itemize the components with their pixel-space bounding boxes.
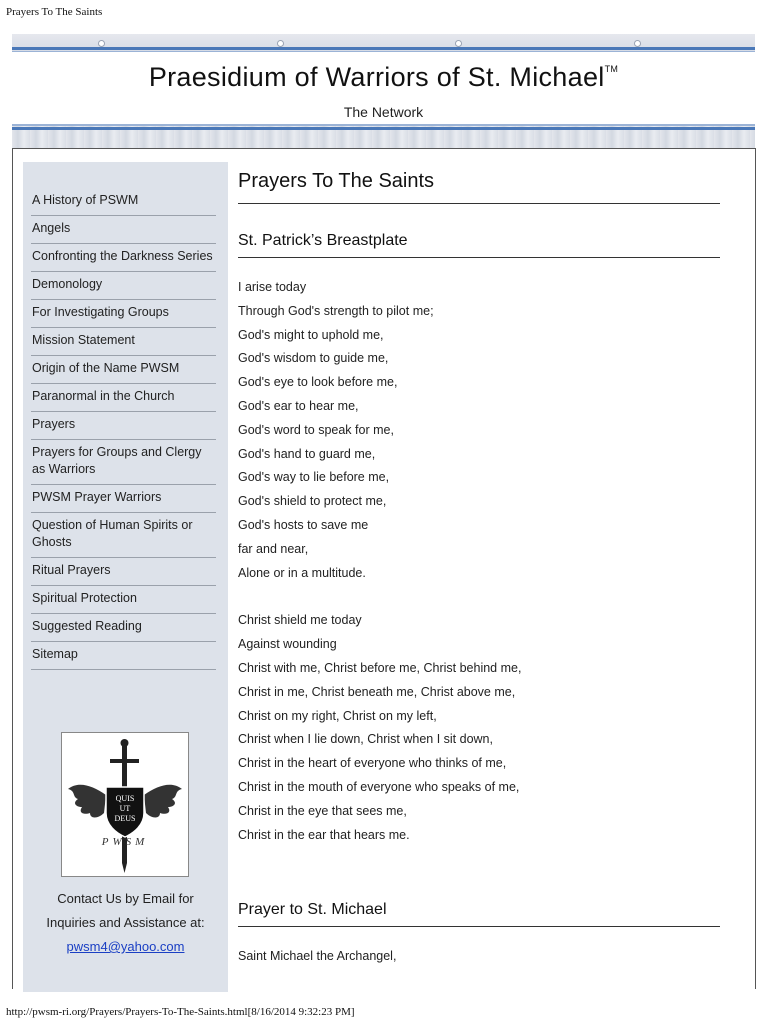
contact-email-link[interactable]: pwsm4@yahoo.com xyxy=(66,939,185,954)
prayer-line: God's word to speak for me, xyxy=(238,422,394,437)
main-content xyxy=(238,170,720,971)
prayer-line: Christ with me, Christ before me, Christ behind me, xyxy=(238,660,522,675)
prayer-line: God's hosts to save me xyxy=(238,517,369,532)
nav-item-angels[interactable]: Angels xyxy=(31,216,216,244)
sidebar xyxy=(23,162,228,992)
prayer-line: Christ when I lie down, Christ when I sit down, xyxy=(238,732,493,747)
pwsm-logo xyxy=(61,732,189,877)
prayer-line: Alone or in a multitude. xyxy=(238,565,366,580)
prayer-line: Christ on my right, Christ on my left, xyxy=(238,708,437,723)
nav-item-human-spirits[interactable]: Question of Human Spirits or Ghosts xyxy=(31,513,216,558)
site-banner xyxy=(12,34,755,148)
prayer-line: God's shield to protect me, xyxy=(238,494,387,509)
site-subtitle: The Network xyxy=(343,104,424,120)
prayer-line: God's way to lie before me, xyxy=(238,470,390,485)
nav-item-mission-statement[interactable]: Mission Statement xyxy=(31,328,216,356)
banner-top-band xyxy=(12,34,755,52)
st-patrick-stanza-1 xyxy=(238,278,720,587)
nav-item-paranormal-church[interactable]: Paranormal in the Church xyxy=(31,384,216,412)
prayer-line: God's eye to look before me, xyxy=(238,375,398,390)
prayer-line: Against wounding xyxy=(238,637,337,652)
nav-item-sitemap[interactable]: Sitemap xyxy=(31,642,216,670)
nav-item-confronting-darkness[interactable]: Confronting the Darkness Series xyxy=(31,244,216,272)
print-footer: http://pwsm-ri.org/Prayers/Prayers-To-The-Saints.html[8/16/2014 9:32:23 PM] xyxy=(6,1006,355,1018)
prayer-line: Christ in the mouth of everyone who speaks of me, xyxy=(238,779,520,794)
nav-item-prayers-groups-clergy[interactable]: Prayers for Groups and Clergy as Warriors xyxy=(31,440,216,485)
nav-item-origin-name[interactable]: Origin of the Name PWSM xyxy=(31,356,216,384)
banner-bottom-band xyxy=(12,124,755,148)
logo-text-top: QUIS xyxy=(115,794,135,803)
section-heading-st-michael: Prayer to St. Michael xyxy=(238,901,720,927)
logo-ring-text: PWSM xyxy=(101,836,149,848)
st-patrick-stanza-2 xyxy=(238,611,720,849)
winged-sword-emblem xyxy=(62,733,188,876)
prayer-line: far and near, xyxy=(238,541,309,556)
prayer-line: Christ in the eye that sees me, xyxy=(238,803,407,818)
contact-line-2: Inquiries and Assistance at: xyxy=(46,915,205,930)
nav-item-history[interactable]: A History of PSWM xyxy=(31,188,216,216)
site-title: Praesidium of Warriors of St. Michael™ xyxy=(148,62,619,92)
prayer-line: Christ in me, Christ beneath me, Christ above me, xyxy=(238,684,516,699)
prayer-line: Christ in the ear that hears me. xyxy=(238,827,410,842)
page-title: Prayers To The Saints xyxy=(238,170,720,204)
prayer-line: God's might to uphold me, xyxy=(238,327,384,342)
prayer-line: Through God's strength to pilot me; xyxy=(238,303,434,318)
prayer-line: Christ in the heart of everyone who thinks of me, xyxy=(238,756,507,771)
nav-item-demonology[interactable]: Demonology xyxy=(31,272,216,300)
prayer-line: God's hand to guard me, xyxy=(238,446,376,461)
nav-item-investigating-groups[interactable]: For Investigating Groups xyxy=(31,300,216,328)
nav-item-spiritual-protection[interactable]: Spiritual Protection xyxy=(31,586,216,614)
prayer-line: Saint Michael the Archangel, xyxy=(238,949,397,964)
nav-item-ritual-prayers[interactable]: Ritual Prayers xyxy=(31,558,216,586)
logo-text-mid: UT xyxy=(119,804,131,813)
prayer-line: Christ shield me today xyxy=(238,613,362,628)
logo-text-bottom: DEUS xyxy=(114,814,136,823)
print-header: Prayers To The Saints xyxy=(6,6,103,18)
prayer-line: God's ear to hear me, xyxy=(238,398,359,413)
st-michael-prayer xyxy=(238,947,720,971)
nav-item-prayer-warriors[interactable]: PWSM Prayer Warriors xyxy=(31,485,216,513)
prayer-line: I arise today xyxy=(238,280,307,294)
trademark-mark: TM xyxy=(604,64,619,74)
section-heading-st-patrick: St. Patrick’s Breastplate xyxy=(238,232,720,258)
contact-block xyxy=(23,887,228,959)
prayer-line: God's wisdom to guide me, xyxy=(238,351,389,366)
nav-item-prayers[interactable]: Prayers xyxy=(31,412,216,440)
contact-line-1: Contact Us by Email for xyxy=(57,891,194,906)
nav-item-suggested-reading[interactable]: Suggested Reading xyxy=(31,614,216,642)
sidebar-nav xyxy=(31,188,216,670)
